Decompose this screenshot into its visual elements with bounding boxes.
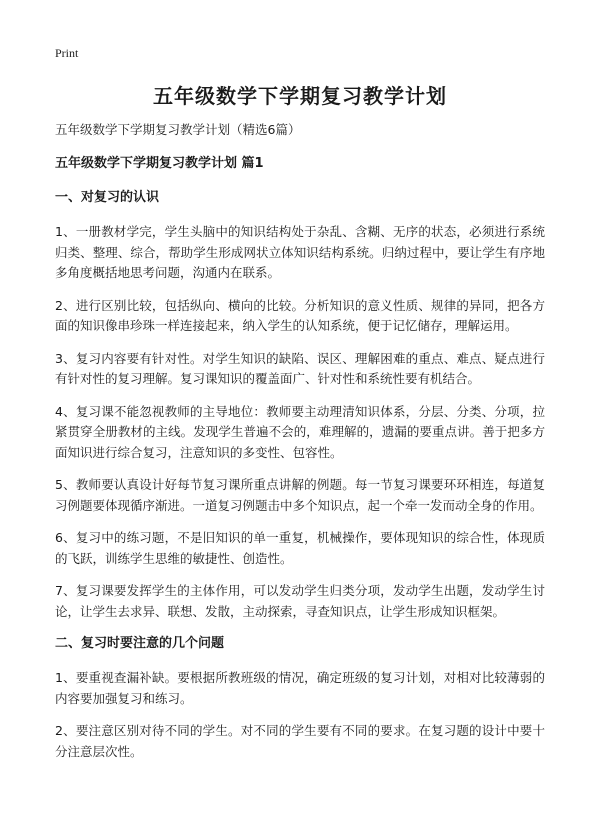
paragraph: 1、一册教材学完，学生头脑中的知识结构处于杂乱、含糊、无序的状态，必须进行系统归类、整理、综合，帮助学生形成网状立体知识结构系统。归纳过程中，要让学生有序地多角度概括地思考问题，沟通内在联系。 [55, 224, 545, 280]
paragraph: 2、要注意区别对待不同的学生。对不同的学生要有不同的要求。在复习题的设计中要十分注意层次性。 [55, 723, 545, 759]
print-link[interactable]: Print [55, 46, 79, 60]
paragraph: 3、复习内容要有针对性。对学生知识的缺陷、误区、理解困难的重点、难点、疑点进行有针对性的复习理解。复习课知识的覆盖面广、针对性和系统性要有机结合。 [55, 350, 545, 386]
paragraph: 1、要重视查漏补缺。要根据所教班级的情况，确定班级的复习计划，对相对比较薄弱的内容要加强复习和练习。 [55, 670, 545, 706]
article-body [55, 120, 545, 774]
page-title: 五年级数学下学期复习教学计划 [153, 84, 447, 108]
paragraph: 5、教师要认真设计好每节复习课所重点讲解的例题。每一节复习课要环环相连，每道复习例题要体现循序渐进。一道复习例题击中多个知识点，起一个牵一发而动全身的作用。 [55, 477, 545, 513]
article-title: 五年级数学下学期复习教学计划 篇1 [55, 156, 264, 171]
paragraph: 2、进行区别比较，包括纵向、横向的比较。分析知识的意义性质、规律的异同，把各方面的知识像串珍珠一样连接起来，纳入学生的认知系统，便于记忆储存，理解运用。 [55, 297, 545, 333]
paragraph: 4、复习课不能忽视教师的主导地位：教师要主动理清知识体系，分层、分类、分项，拉紧贯穿全册教材的主线。发现学生普遍不会的，难理解的，遗漏的要重点讲。善于把多方面知识进行综合复习，注意知识的多变性、包容性。 [55, 403, 545, 460]
paragraph: 6、复习中的练习题，不是旧知识的单一重复，机械操作，要体现知识的综合性，体现质的飞跃，训练学生思维的敏捷性、创造性。 [55, 530, 545, 566]
paragraph: 7、复习课要发挥学生的主体作用，可以发动学生归类分项，发动学生出题，发动学生讨论，让学生去求异、联想、发散，主动探索，寻查知识点，让学生形成知识框架。 [55, 583, 545, 619]
article-subtitle: 五年级数学下学期复习教学计划（精选6篇） [55, 122, 301, 137]
section-heading-2: 二、复习时要注意的几个问题 [55, 636, 225, 651]
section-heading-1: 一、对复习的认识 [55, 190, 160, 205]
